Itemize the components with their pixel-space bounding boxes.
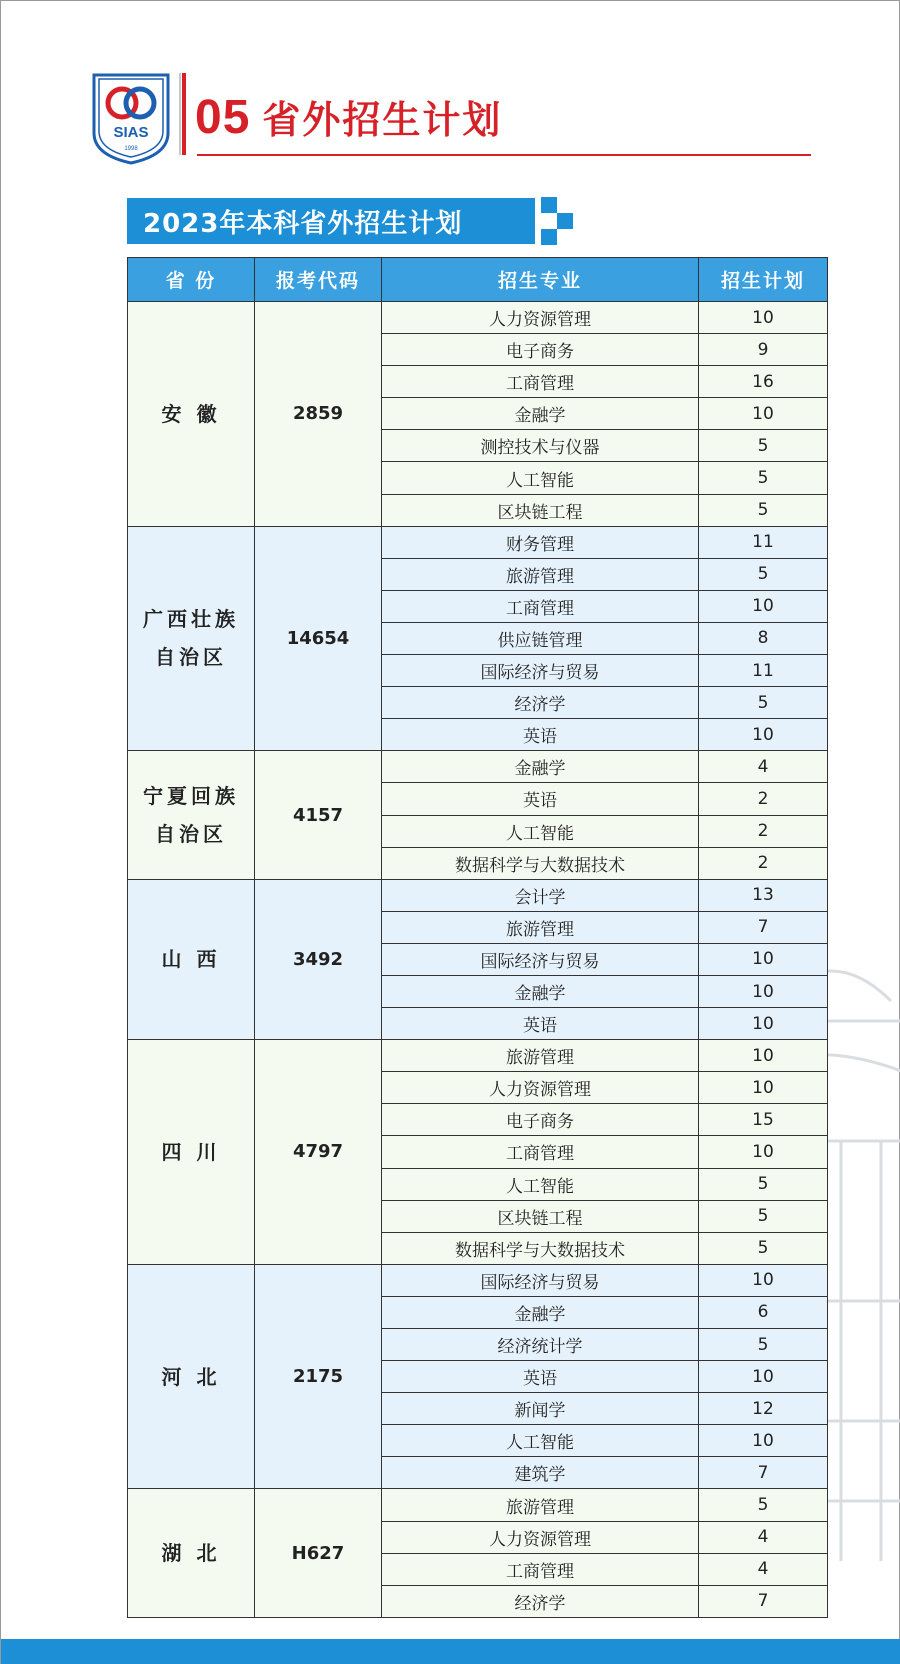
plan-count-cell: 7 bbox=[699, 1585, 828, 1617]
plan-count-cell: 4 bbox=[699, 1521, 828, 1553]
header-divider-red bbox=[182, 73, 186, 155]
province-cell bbox=[128, 526, 255, 751]
province-line: 自治区 bbox=[155, 645, 227, 670]
plan-count-cell: 2 bbox=[699, 847, 828, 879]
province-cell bbox=[128, 1489, 255, 1617]
sias-logo bbox=[91, 73, 171, 165]
section-number: 05 bbox=[195, 91, 251, 144]
plan-count-cell: 15 bbox=[699, 1104, 828, 1136]
major-cell: 工商管理 bbox=[382, 590, 699, 622]
exam-code-cell: 4797 bbox=[255, 1040, 382, 1265]
logo-text: SIAS bbox=[113, 124, 149, 141]
plan-count-cell: 10 bbox=[699, 398, 828, 430]
major-cell: 供应链管理 bbox=[382, 622, 699, 654]
plan-count-cell: 10 bbox=[699, 1072, 828, 1104]
plan-count-cell: 5 bbox=[699, 462, 828, 494]
major-cell: 金融学 bbox=[382, 975, 699, 1007]
major-cell: 经济统计学 bbox=[382, 1329, 699, 1361]
province-line: 山 西 bbox=[161, 947, 221, 972]
exam-code-cell: 3492 bbox=[255, 879, 382, 1039]
major-cell: 测控技术与仪器 bbox=[382, 430, 699, 462]
major-cell: 国际经济与贸易 bbox=[382, 655, 699, 687]
major-cell: 旅游管理 bbox=[382, 558, 699, 590]
table-row bbox=[128, 1040, 828, 1072]
province-line: 自治区 bbox=[155, 822, 227, 846]
plan-count-cell: 5 bbox=[699, 1489, 828, 1521]
header-major: 招生专业 bbox=[382, 258, 699, 302]
plan-count-cell: 11 bbox=[699, 526, 828, 558]
major-cell: 英语 bbox=[382, 1008, 699, 1040]
major-cell: 英语 bbox=[382, 783, 699, 815]
header-code: 报考代码 bbox=[255, 258, 382, 302]
plan-count-cell: 10 bbox=[699, 943, 828, 975]
province-line: 四 川 bbox=[161, 1139, 221, 1164]
subtitle-banner bbox=[127, 198, 535, 244]
table-row bbox=[128, 751, 828, 783]
exam-code-cell: 2175 bbox=[255, 1264, 382, 1489]
footer-bar bbox=[1, 1639, 900, 1664]
plan-count-cell: 5 bbox=[699, 430, 828, 462]
plan-count-cell: 2 bbox=[699, 783, 828, 815]
major-cell: 数据科学与大数据技术 bbox=[382, 1232, 699, 1264]
header-divider-gray bbox=[179, 73, 181, 155]
major-cell: 区块链工程 bbox=[382, 494, 699, 526]
subtitle-text: 2023年本科省外招生计划 bbox=[143, 208, 463, 239]
table-header-row bbox=[128, 258, 828, 302]
plan-count-cell: 10 bbox=[699, 1264, 828, 1296]
major-cell: 国际经济与贸易 bbox=[382, 943, 699, 975]
table-row bbox=[128, 1489, 828, 1521]
major-cell: 电子商务 bbox=[382, 1104, 699, 1136]
major-cell: 经济学 bbox=[382, 687, 699, 719]
major-cell: 旅游管理 bbox=[382, 911, 699, 943]
plan-count-cell: 10 bbox=[699, 1136, 828, 1168]
province-cell bbox=[128, 1264, 255, 1489]
major-cell: 建筑学 bbox=[382, 1457, 699, 1489]
plan-count-cell: 11 bbox=[699, 655, 828, 687]
exam-code-cell: 4157 bbox=[255, 751, 382, 879]
section-title: 省外招生计划 bbox=[262, 98, 503, 142]
logo-year: 1998 bbox=[124, 146, 138, 152]
table-row bbox=[128, 1264, 828, 1296]
plan-count-cell: 5 bbox=[699, 687, 828, 719]
table-row bbox=[128, 879, 828, 911]
plan-count-cell: 10 bbox=[699, 1008, 828, 1040]
province-cell bbox=[128, 302, 255, 527]
plan-count-cell: 10 bbox=[699, 975, 828, 1007]
province-line: 河 北 bbox=[161, 1364, 221, 1389]
table-row bbox=[128, 302, 828, 334]
exam-code-cell: H627 bbox=[255, 1489, 382, 1617]
plan-count-cell: 12 bbox=[699, 1393, 828, 1425]
province-line: 湖 北 bbox=[161, 1541, 221, 1566]
plan-count-cell: 7 bbox=[699, 911, 828, 943]
major-cell: 人力资源管理 bbox=[382, 302, 699, 334]
province-cell bbox=[128, 1040, 255, 1265]
major-cell: 人工智能 bbox=[382, 815, 699, 847]
page-title bbox=[195, 89, 502, 145]
major-cell: 人工智能 bbox=[382, 462, 699, 494]
major-cell: 金融学 bbox=[382, 398, 699, 430]
major-cell: 旅游管理 bbox=[382, 1489, 699, 1521]
header-plan: 招生计划 bbox=[699, 258, 828, 302]
province-line: 安 徽 bbox=[161, 401, 221, 426]
major-cell: 金融学 bbox=[382, 751, 699, 783]
major-cell: 国际经济与贸易 bbox=[382, 1264, 699, 1296]
plan-count-cell: 5 bbox=[699, 1200, 828, 1232]
plan-count-cell: 5 bbox=[699, 558, 828, 590]
plan-count-cell: 10 bbox=[699, 1425, 828, 1457]
major-cell: 人工智能 bbox=[382, 1168, 699, 1200]
province-cell bbox=[128, 751, 255, 879]
plan-count-cell: 5 bbox=[699, 494, 828, 526]
plan-count-cell: 9 bbox=[699, 334, 828, 366]
province-cell bbox=[128, 879, 255, 1039]
plan-count-cell: 5 bbox=[699, 1329, 828, 1361]
major-cell: 人力资源管理 bbox=[382, 1521, 699, 1553]
major-cell: 旅游管理 bbox=[382, 1040, 699, 1072]
major-cell: 工商管理 bbox=[382, 366, 699, 398]
plan-count-cell: 6 bbox=[699, 1296, 828, 1328]
major-cell: 区块链工程 bbox=[382, 1200, 699, 1232]
title-underline bbox=[197, 154, 811, 156]
province-line: 广西壮族 bbox=[143, 607, 239, 632]
major-cell: 工商管理 bbox=[382, 1553, 699, 1585]
major-cell: 新闻学 bbox=[382, 1393, 699, 1425]
exam-code-cell: 2859 bbox=[255, 302, 382, 527]
header-province: 省 份 bbox=[128, 258, 255, 302]
plan-count-cell: 4 bbox=[699, 1553, 828, 1585]
major-cell: 会计学 bbox=[382, 879, 699, 911]
plan-count-cell: 7 bbox=[699, 1457, 828, 1489]
plan-count-cell: 5 bbox=[699, 1168, 828, 1200]
major-cell: 经济学 bbox=[382, 1585, 699, 1617]
enrollment-plan-table bbox=[127, 257, 828, 1618]
plan-count-cell: 5 bbox=[699, 1232, 828, 1264]
plan-count-cell: 10 bbox=[699, 719, 828, 751]
plan-count-cell: 4 bbox=[699, 751, 828, 783]
major-cell: 电子商务 bbox=[382, 334, 699, 366]
plan-count-cell: 16 bbox=[699, 366, 828, 398]
major-cell: 人工智能 bbox=[382, 1425, 699, 1457]
plan-count-cell: 2 bbox=[699, 815, 828, 847]
major-cell: 工商管理 bbox=[382, 1136, 699, 1168]
exam-code-cell: 14654 bbox=[255, 526, 382, 751]
major-cell: 金融学 bbox=[382, 1296, 699, 1328]
table-row bbox=[128, 526, 828, 558]
major-cell: 数据科学与大数据技术 bbox=[382, 847, 699, 879]
province-line: 宁夏回族 bbox=[143, 784, 239, 808]
checker-decoration bbox=[541, 197, 573, 245]
plan-count-cell: 13 bbox=[699, 879, 828, 911]
table-body bbox=[128, 302, 828, 1618]
plan-count-cell: 10 bbox=[699, 1361, 828, 1393]
plan-count-cell: 8 bbox=[699, 622, 828, 654]
major-cell: 英语 bbox=[382, 719, 699, 751]
plan-count-cell: 10 bbox=[699, 302, 828, 334]
plan-count-cell: 10 bbox=[699, 590, 828, 622]
major-cell: 人力资源管理 bbox=[382, 1072, 699, 1104]
plan-count-cell: 10 bbox=[699, 1040, 828, 1072]
major-cell: 英语 bbox=[382, 1361, 699, 1393]
major-cell: 财务管理 bbox=[382, 526, 699, 558]
